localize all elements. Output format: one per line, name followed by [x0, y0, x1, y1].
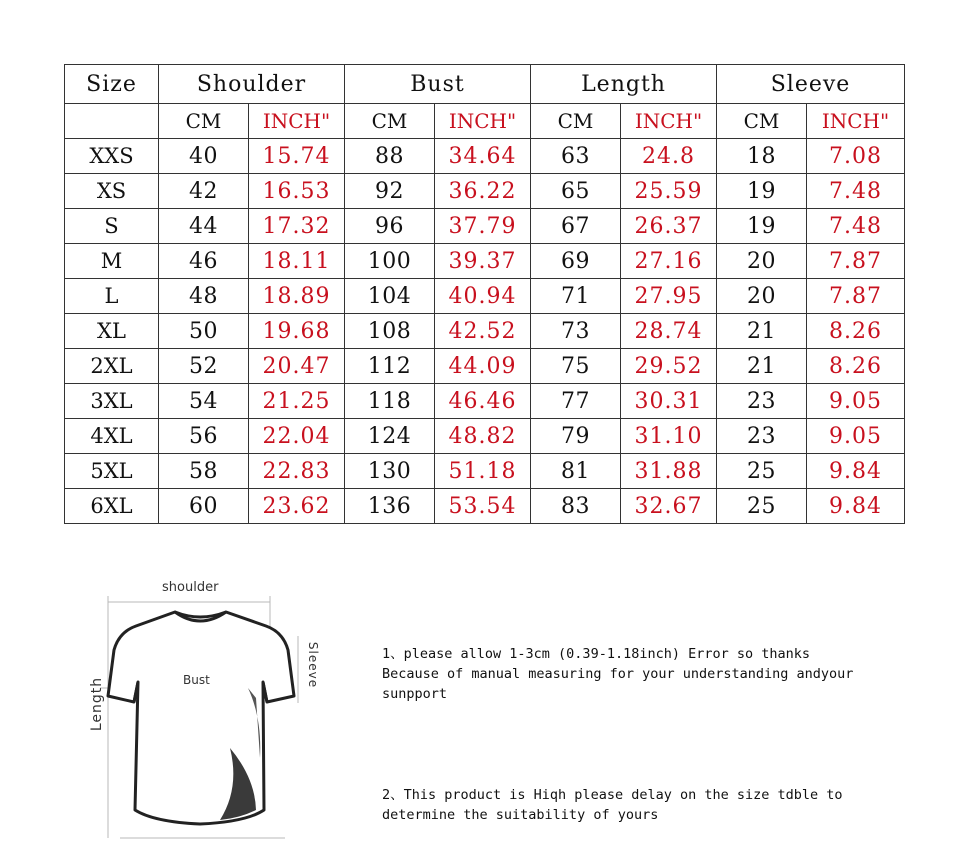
- bust-cm-cell: 112: [345, 349, 435, 384]
- length-cm-cell: 65: [531, 174, 621, 209]
- size-cell: XXS: [65, 139, 159, 174]
- sleeve-cm-cell: 18: [717, 139, 807, 174]
- bust-label: Bust: [183, 673, 210, 687]
- bust-inch-cell: 40.94: [435, 279, 531, 314]
- bust-cm-cell: 88: [345, 139, 435, 174]
- table-row: [65, 454, 905, 489]
- sleeve-cm-cell: 23: [717, 384, 807, 419]
- shoulder-inch-cell: 23.62: [249, 489, 345, 524]
- bust-inch-cell: 39.37: [435, 244, 531, 279]
- note-1-line-3: sunpport: [382, 686, 448, 702]
- bust-cm-cell: 130: [345, 454, 435, 489]
- bust-cm-cell: 96: [345, 209, 435, 244]
- bust-cm-cell: 118: [345, 384, 435, 419]
- sleeve-inch-cell: 9.84: [807, 489, 905, 524]
- shoulder-inch-cell: 21.25: [249, 384, 345, 419]
- size-cell: 2XL: [65, 349, 159, 384]
- table-row: [65, 349, 905, 384]
- sleeve-inch-cell: 7.08: [807, 139, 905, 174]
- length-label: Length: [89, 676, 106, 732]
- header-row-units: [65, 104, 905, 139]
- length-inch-cell: 29.52: [621, 349, 717, 384]
- table-row: [65, 384, 905, 419]
- sleeve-cm-cell: 21: [717, 349, 807, 384]
- sleeve-inch-cell: 9.05: [807, 419, 905, 454]
- bust-inch-cell: 51.18: [435, 454, 531, 489]
- header-sleeve: Sleeve: [717, 65, 905, 104]
- shoulder-inch-cell: 19.68: [249, 314, 345, 349]
- sleeve-inch-cell: 7.48: [807, 174, 905, 209]
- table-row: [65, 314, 905, 349]
- sleeve-cm-cell: 20: [717, 279, 807, 314]
- bust-inch-cell: 36.22: [435, 174, 531, 209]
- sleeve-cm-cell: 25: [717, 454, 807, 489]
- header-unit-cm: CM: [159, 104, 249, 139]
- length-cm-cell: 71: [531, 279, 621, 314]
- sleeve-cm-cell: 21: [717, 314, 807, 349]
- length-inch-cell: 31.88: [621, 454, 717, 489]
- bust-inch-cell: 34.64: [435, 139, 531, 174]
- size-cell: XS: [65, 174, 159, 209]
- header-unit-cm: CM: [717, 104, 807, 139]
- length-cm-cell: 63: [531, 139, 621, 174]
- bust-cm-cell: 136: [345, 489, 435, 524]
- size-cell: S: [65, 209, 159, 244]
- size-cell: 5XL: [65, 454, 159, 489]
- shoulder-inch-cell: 18.11: [249, 244, 345, 279]
- sleeve-inch-cell: 7.87: [807, 279, 905, 314]
- sleeve-cm-cell: 19: [717, 209, 807, 244]
- header-unit-inch: INCH": [435, 104, 531, 139]
- shoulder-cm-cell: 48: [159, 279, 249, 314]
- bust-cm-cell: 100: [345, 244, 435, 279]
- length-inch-cell: 31.10: [621, 419, 717, 454]
- tshirt-measurement-diagram: [80, 578, 330, 848]
- shoulder-cm-cell: 58: [159, 454, 249, 489]
- sleeve-inch-cell: 7.87: [807, 244, 905, 279]
- shoulder-cm-cell: 52: [159, 349, 249, 384]
- sleeve-inch-cell: 8.26: [807, 349, 905, 384]
- header-unit-inch: INCH": [621, 104, 717, 139]
- shoulder-cm-cell: 56: [159, 419, 249, 454]
- note-2: [382, 785, 922, 825]
- table-row: [65, 489, 905, 524]
- size-cell: XL: [65, 314, 159, 349]
- note-2-line-2: determine the suitability of yours: [382, 807, 659, 823]
- shoulder-inch-cell: 16.53: [249, 174, 345, 209]
- sleeve-cm-cell: 19: [717, 174, 807, 209]
- length-cm-cell: 67: [531, 209, 621, 244]
- size-cell: L: [65, 279, 159, 314]
- length-cm-cell: 79: [531, 419, 621, 454]
- table-row: [65, 419, 905, 454]
- header-unit-cm: CM: [531, 104, 621, 139]
- shoulder-inch-cell: 15.74: [249, 139, 345, 174]
- sleeve-cm-cell: 23: [717, 419, 807, 454]
- table-row: [65, 174, 905, 209]
- bust-inch-cell: 42.52: [435, 314, 531, 349]
- bust-inch-cell: 44.09: [435, 349, 531, 384]
- bust-inch-cell: 37.79: [435, 209, 531, 244]
- bust-inch-cell: 46.46: [435, 384, 531, 419]
- note-1-line-1: 1、please allow 1-3cm (0.39-1.18inch) Error so thanks: [382, 646, 811, 662]
- header-unit-inch: INCH": [807, 104, 905, 139]
- length-cm-cell: 73: [531, 314, 621, 349]
- bust-cm-cell: 124: [345, 419, 435, 454]
- sleeve-inch-cell: 9.05: [807, 384, 905, 419]
- size-cell: 4XL: [65, 419, 159, 454]
- length-cm-cell: 75: [531, 349, 621, 384]
- table-row: [65, 244, 905, 279]
- length-inch-cell: 25.59: [621, 174, 717, 209]
- shoulder-cm-cell: 46: [159, 244, 249, 279]
- size-table-body: [65, 139, 905, 524]
- sleeve-label: Sleeve: [306, 641, 321, 689]
- shoulder-cm-cell: 50: [159, 314, 249, 349]
- header-unit-empty: [65, 104, 159, 139]
- shoulder-cm-cell: 44: [159, 209, 249, 244]
- bust-inch-cell: 48.82: [435, 419, 531, 454]
- shoulder-inch-cell: 17.32: [249, 209, 345, 244]
- table-row: [65, 279, 905, 314]
- sleeve-cm-cell: 20: [717, 244, 807, 279]
- note-2-line-1: 2、This product is Hiqh please delay on the size tdble to: [382, 787, 843, 803]
- size-cell: 3XL: [65, 384, 159, 419]
- length-inch-cell: 27.16: [621, 244, 717, 279]
- header-row-groups: [65, 65, 905, 104]
- table-row: [65, 139, 905, 174]
- shoulder-label: shoulder: [162, 580, 219, 595]
- tshirt-diagram-svg: [80, 578, 330, 848]
- shoulder-cm-cell: 42: [159, 174, 249, 209]
- sleeve-inch-cell: 8.26: [807, 314, 905, 349]
- header-length: Length: [531, 65, 717, 104]
- sleeve-cm-cell: 25: [717, 489, 807, 524]
- shoulder-inch-cell: 22.04: [249, 419, 345, 454]
- shoulder-cm-cell: 60: [159, 489, 249, 524]
- sleeve-inch-cell: 9.84: [807, 454, 905, 489]
- length-inch-cell: 28.74: [621, 314, 717, 349]
- bust-inch-cell: 53.54: [435, 489, 531, 524]
- size-cell: M: [65, 244, 159, 279]
- length-cm-cell: 69: [531, 244, 621, 279]
- sleeve-inch-cell: 7.48: [807, 209, 905, 244]
- length-inch-cell: 32.67: [621, 489, 717, 524]
- length-inch-cell: 26.37: [621, 209, 717, 244]
- bust-cm-cell: 92: [345, 174, 435, 209]
- length-cm-cell: 83: [531, 489, 621, 524]
- header-bust: Bust: [345, 65, 531, 104]
- shoulder-cm-cell: 40: [159, 139, 249, 174]
- header-unit-inch: INCH": [249, 104, 345, 139]
- shoulder-cm-cell: 54: [159, 384, 249, 419]
- note-1-line-2: Because of manual measuring for your understanding andyour: [382, 666, 854, 682]
- size-chart-table: [64, 64, 905, 524]
- shoulder-inch-cell: 22.83: [249, 454, 345, 489]
- bust-cm-cell: 108: [345, 314, 435, 349]
- length-cm-cell: 77: [531, 384, 621, 419]
- shoulder-inch-cell: 20.47: [249, 349, 345, 384]
- table-row: [65, 209, 905, 244]
- note-1: [382, 644, 922, 704]
- header-size: Size: [65, 65, 159, 104]
- size-cell: 6XL: [65, 489, 159, 524]
- header-shoulder: Shoulder: [159, 65, 345, 104]
- shoulder-inch-cell: 18.89: [249, 279, 345, 314]
- bust-cm-cell: 104: [345, 279, 435, 314]
- length-inch-cell: 24.8: [621, 139, 717, 174]
- length-cm-cell: 81: [531, 454, 621, 489]
- length-inch-cell: 30.31: [621, 384, 717, 419]
- length-inch-cell: 27.95: [621, 279, 717, 314]
- header-unit-cm: CM: [345, 104, 435, 139]
